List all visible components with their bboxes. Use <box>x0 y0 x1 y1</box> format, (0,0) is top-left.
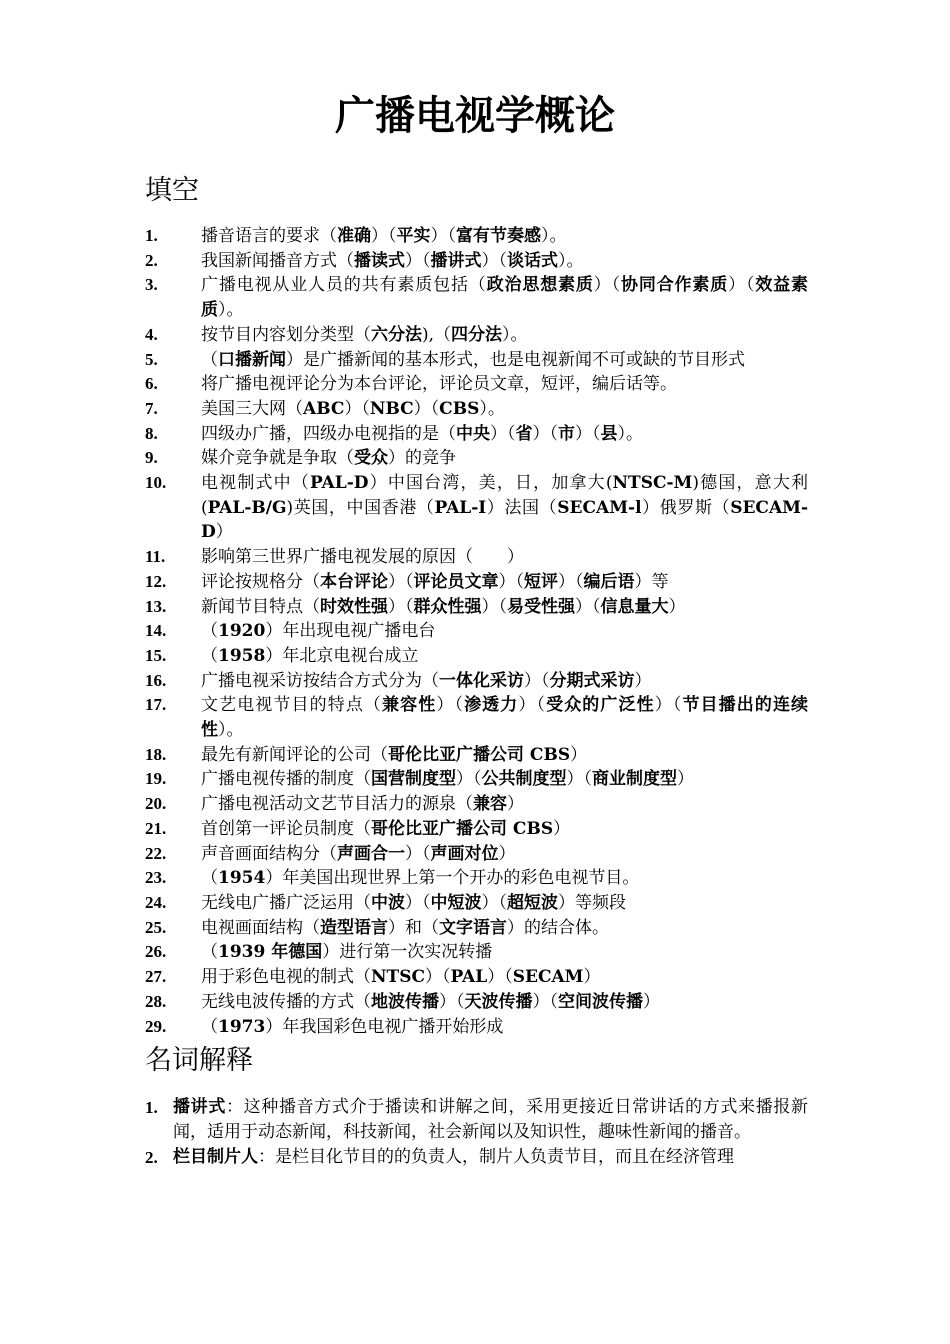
question-text: （ <box>201 868 218 889</box>
question-text: ）（ <box>593 275 621 296</box>
section-heading-terms: 名词解释 <box>145 1045 253 1076</box>
answer-text: 本台评论 <box>320 571 388 592</box>
answer-text: 省 <box>515 423 533 444</box>
item-text <box>201 446 808 471</box>
question-text: 美国三大网（ <box>201 398 303 419</box>
fill-item <box>145 842 808 867</box>
item-text <box>201 273 808 322</box>
question-text: ）（ <box>566 769 592 790</box>
term-definition-list <box>145 1095 808 1170</box>
answer-text: 哥伦比亚广播公司 CBS <box>371 818 554 839</box>
question-text: ） <box>677 769 694 790</box>
item-text <box>201 471 808 545</box>
item-text <box>201 891 808 916</box>
item-number: 24. <box>145 892 167 912</box>
question-text: ）（ <box>456 769 482 790</box>
question-text: ） <box>215 522 233 543</box>
answer-text: 受众的广泛性 <box>546 695 655 716</box>
fill-item <box>145 323 808 348</box>
question-text: 广播电视采访按结合方式分为（ <box>201 670 439 691</box>
question-text: ） <box>583 967 601 988</box>
question-text: ）法国（ <box>486 497 558 518</box>
answer-text: 协同合作素质 <box>621 275 729 296</box>
item-text <box>201 940 808 965</box>
question-text: ）（ <box>405 892 431 913</box>
question-text: ） <box>553 818 571 839</box>
item-text <box>201 545 808 570</box>
fill-item <box>145 273 808 322</box>
answer-text: CBS <box>439 398 480 419</box>
answer-text: 中波 <box>371 892 405 913</box>
question-text: ） <box>570 744 588 765</box>
section-heading-fill-in: 填空 <box>145 175 199 206</box>
question-text: 首创第一评论员制度（ <box>201 818 371 839</box>
answer-text: 公共制度型 <box>481 769 567 790</box>
question-text: 将广播电视评论分为本台评论，评论员文章，短评，编后话等。 <box>201 374 677 395</box>
question-text: ）年美国出现世界上第一个开办的彩色电视节目。 <box>265 868 640 889</box>
answer-text: 易受性强 <box>507 596 575 617</box>
fill-item <box>145 348 808 373</box>
answer-text: 节目播出的连续性 <box>201 695 809 741</box>
answer-text: 兼容 <box>473 794 507 815</box>
answer-text: 1939 年德国 <box>218 942 323 963</box>
item-text <box>201 866 808 891</box>
question-text: 广播电视从业人员的共有素质包括（ <box>201 275 487 296</box>
answer-text: 富有节奏感 <box>456 226 541 246</box>
question-text: ）（ <box>436 695 465 716</box>
answer-text: 造型语言 <box>320 917 388 938</box>
question-text: ）等频段 <box>558 892 626 913</box>
item-number: 21. <box>145 818 167 838</box>
question-text: )英国，中国香港（ <box>286 497 435 518</box>
item-number: 5. <box>145 349 158 369</box>
term-name: 栏目制片人 <box>173 1147 258 1167</box>
item-number: 4. <box>145 324 158 344</box>
question-text: ）中国台湾，美，日，加拿大( <box>368 473 613 494</box>
item-text <box>201 323 808 348</box>
answer-text: SECAM-l <box>557 497 642 518</box>
question-text: ）年出现电视广播电台 <box>265 621 436 642</box>
question-text: 按节目内容划分类型（ <box>201 324 371 345</box>
answer-text: PAL-D <box>310 473 369 494</box>
item-number: 18. <box>145 744 167 764</box>
question-text: ）。 <box>218 720 244 741</box>
item-number: 27. <box>145 967 167 987</box>
answer-text: NBC <box>369 398 414 419</box>
question-text: ）。 <box>558 250 584 271</box>
answer-text: PAL <box>450 967 488 988</box>
fill-item <box>145 940 808 965</box>
question-text: ）是广播新闻的基本形式，也是电视新闻不可或缺的节目形式 <box>286 349 745 370</box>
item-number: 8. <box>145 423 158 443</box>
answer-text: SECAM <box>512 967 584 988</box>
question-text: ）（ <box>524 670 550 691</box>
fill-item <box>145 916 808 941</box>
question-text: ）（ <box>518 695 547 716</box>
question-text: )德国，意大利( <box>201 473 809 518</box>
answer-text: 四分法 <box>451 324 503 345</box>
answer-text: 准确 <box>337 226 371 246</box>
item-number: 9. <box>145 448 158 468</box>
question-text: ）（ <box>498 571 524 592</box>
answer-text: 1958 <box>218 645 266 666</box>
question-text: ）（ <box>430 226 456 246</box>
item-text <box>201 965 808 990</box>
answer-text: 中央 <box>456 423 490 444</box>
fill-item <box>145 224 808 249</box>
answer-text: 评论员文章 <box>413 571 499 592</box>
answer-text: PAL-B/G <box>207 497 287 518</box>
answer-text: 六分法 <box>371 324 422 345</box>
item-number: 16. <box>145 670 167 690</box>
term-text <box>173 1095 808 1145</box>
item-number: 29. <box>145 1016 167 1036</box>
question-text: （ <box>201 349 218 370</box>
question-text: 评论按规格分（ <box>201 571 320 592</box>
question-text: ）（ <box>481 892 507 913</box>
answer-text: 中短波 <box>430 892 482 913</box>
item-text <box>201 693 808 742</box>
question-text: ）。 <box>479 398 505 419</box>
answer-text: NTSC <box>371 967 425 988</box>
answer-text: 声画对位 <box>430 843 499 864</box>
item-text <box>201 397 808 422</box>
question-text: ） <box>643 991 660 1012</box>
item-text <box>201 767 808 792</box>
answer-text: 效益素质 <box>201 275 809 321</box>
fill-item <box>145 965 808 990</box>
question-text: ）等 <box>634 571 669 592</box>
question-text: ）年我国彩色电视广播开始形成 <box>265 1016 504 1037</box>
question-text: ）（ <box>405 250 431 271</box>
answer-text: 1954 <box>218 868 266 889</box>
question-text: 声音画面结构分（ <box>201 843 337 864</box>
answer-text: 空间波传播 <box>558 991 643 1012</box>
answer-text: 文字语言 <box>439 917 507 938</box>
item-number: 13. <box>145 596 167 616</box>
item-number: 1. <box>145 1098 158 1117</box>
answer-text: 国营制度型 <box>371 769 456 790</box>
term-item <box>145 1095 808 1145</box>
answer-text: 编后语 <box>583 571 635 592</box>
question-text: 无线电广播广泛运用（ <box>201 892 371 913</box>
item-number: 15. <box>145 645 167 665</box>
answer-text: 口播新闻 <box>218 349 286 370</box>
answer-text: 1920 <box>218 621 266 642</box>
item-text <box>201 669 808 694</box>
item-number: 20. <box>145 794 167 814</box>
question-text: ）（ <box>388 596 414 617</box>
fill-item <box>145 990 808 1015</box>
fill-item <box>145 817 808 842</box>
answer-text: 信息量大 <box>600 596 669 617</box>
item-text <box>201 422 808 447</box>
fill-item <box>145 669 808 694</box>
item-number: 14. <box>145 621 167 641</box>
answer-text: 县 <box>600 423 618 444</box>
question-text: 播音语言的要求（ <box>201 226 337 246</box>
item-number: 10. <box>145 473 167 493</box>
term-definition: ：这种播音方式介于播读和讲解之间，采用更接近日常讲话的方式来播报新闻，适用于动态新闻，科技新闻，社会新闻以及知识性，趣味性新闻的播音。 <box>173 1097 809 1142</box>
item-text <box>201 644 808 669</box>
question-text: ）和（ <box>388 917 439 938</box>
fill-item <box>145 372 808 397</box>
answer-text: 兼容性 <box>382 695 437 716</box>
question-text: ） <box>498 843 516 864</box>
item-text <box>201 842 808 867</box>
fill-item <box>145 644 808 669</box>
answer-text: 时效性强 <box>320 596 388 617</box>
item-text <box>201 817 808 842</box>
question-text: 电视画面结构（ <box>201 917 320 938</box>
question-text: 用于彩色电视的制式（ <box>201 967 371 988</box>
item-number: 22. <box>145 843 167 863</box>
answer-text: 一体化采访 <box>439 670 524 691</box>
question-text: ）的竞争 <box>388 448 456 469</box>
answer-text: 分期式采访 <box>549 670 635 691</box>
item-text <box>201 743 808 768</box>
answer-text: 平实 <box>396 226 431 246</box>
item-text <box>201 792 808 817</box>
fill-item <box>145 545 808 570</box>
question-text: 四级办广播，四级办电视指的是（ <box>201 423 456 444</box>
answer-text: 市 <box>558 423 575 444</box>
answer-text: 渗透力 <box>464 695 519 716</box>
question-text: （ <box>201 942 218 963</box>
fill-item <box>145 570 808 595</box>
question-text: ）（ <box>575 423 601 444</box>
question-text: 我国新闻播音方式（ <box>201 250 354 271</box>
item-number: 23. <box>145 868 167 888</box>
question-text: 文艺电视节目的特点（ <box>201 695 383 716</box>
question-text: ）（ <box>388 571 414 592</box>
fill-item <box>145 743 808 768</box>
question-text: ）。 <box>617 423 643 444</box>
fill-item <box>145 866 808 891</box>
answer-text: 谈话式 <box>507 250 558 271</box>
item-text <box>201 595 808 620</box>
term-definition: ：是栏目化节目的的负责人，制片人负责节目，而且在经济管理 <box>258 1147 734 1167</box>
question-text: ）（ <box>487 967 513 988</box>
answer-text: 天波传播 <box>464 991 533 1012</box>
item-text <box>201 619 808 644</box>
answer-text: ABC <box>303 398 345 419</box>
question-text: 电视制式中（ <box>201 473 311 494</box>
answer-text: 超短波 <box>507 892 558 913</box>
question-text: ）（ <box>371 226 397 246</box>
item-number: 6. <box>145 374 158 394</box>
fill-item <box>145 619 808 644</box>
item-text <box>201 348 808 373</box>
item-number: 1. <box>145 226 158 245</box>
question-text: 最先有新闻评论的公司（ <box>201 744 388 765</box>
answer-text: 商业制度型 <box>592 769 677 790</box>
term-text <box>173 1145 808 1170</box>
question-text: ）（ <box>490 423 516 444</box>
fill-item <box>145 471 808 545</box>
question-text: （ <box>201 621 218 642</box>
answer-text: 哥伦比亚广播公司 CBS <box>388 744 571 765</box>
document-title: 广播电视学概论 <box>335 93 615 139</box>
fill-item <box>145 1015 808 1040</box>
question-text: ）进行第一次实况转播 <box>322 942 493 963</box>
question-text: ）（ <box>413 398 440 419</box>
fill-item <box>145 595 808 620</box>
answer-text: 声画合一 <box>337 843 405 864</box>
item-text <box>201 372 808 397</box>
question-text: ）（ <box>575 596 601 617</box>
item-number: 28. <box>145 991 167 1011</box>
item-number: 11. <box>145 547 166 567</box>
term-name: 播讲式 <box>173 1097 226 1117</box>
answer-text: 政治思想素质 <box>486 275 594 296</box>
item-text <box>201 1015 808 1040</box>
question-text: ）（ <box>481 250 507 271</box>
question-text: ）（ <box>481 596 507 617</box>
answer-text: 播读式 <box>354 250 405 271</box>
question-text: 媒介竞争就是争取（ <box>201 448 354 469</box>
item-number: 3. <box>145 275 158 295</box>
item-text <box>201 990 808 1015</box>
question-text: ）（ <box>654 695 683 716</box>
question-text: ）。 <box>218 300 244 321</box>
question-text: 广播电视活动文艺节目活力的源泉（ <box>201 794 473 815</box>
item-number: 26. <box>145 942 167 962</box>
fill-item <box>145 422 808 447</box>
item-number: 2. <box>145 1148 158 1167</box>
question-text: ） <box>668 596 686 617</box>
question-text: 无线电波传播的方式（ <box>201 991 371 1012</box>
item-number: 12. <box>145 571 167 591</box>
question-text: ）（ <box>532 423 558 444</box>
item-number: 17. <box>145 695 167 715</box>
item-text <box>201 249 808 274</box>
question-text: ）年北京电视台成立 <box>265 645 419 666</box>
answer-text: NTSC-M <box>612 473 693 494</box>
question-text: ),（ <box>422 324 452 345</box>
question-text: ）。 <box>502 324 528 345</box>
question-text: ）。 <box>541 226 567 246</box>
item-number: 2. <box>145 250 158 270</box>
item-number: 25. <box>145 917 167 937</box>
answer-text: SECAM-D <box>201 497 809 543</box>
question-text: （ <box>201 1016 218 1037</box>
term-item <box>145 1145 808 1170</box>
item-text <box>201 224 808 249</box>
question-text: 广播电视传播的制度（ <box>201 769 371 790</box>
answer-text: 短评 <box>524 571 558 592</box>
question-text: ）（ <box>425 967 451 988</box>
question-text: ）（ <box>439 991 465 1012</box>
answer-text: 受众 <box>354 448 388 469</box>
fill-in-list <box>145 224 808 1039</box>
question-text: ） <box>634 670 652 691</box>
answer-text: PAL-I <box>434 497 487 518</box>
fill-item <box>145 891 808 916</box>
question-text: 影响第三世界广播电视发展的原因（ ） <box>201 547 524 568</box>
fill-item <box>145 767 808 792</box>
answer-text: 群众性强 <box>413 596 482 617</box>
fill-item <box>145 397 808 422</box>
question-text: ）（ <box>728 275 756 296</box>
question-text: 新闻节目特点（ <box>201 596 320 617</box>
fill-item <box>145 792 808 817</box>
item-text <box>201 570 808 595</box>
answer-text: 地波传播 <box>371 991 439 1012</box>
item-number: 7. <box>145 398 158 418</box>
answer-text: 1973 <box>218 1016 266 1037</box>
fill-item <box>145 249 808 274</box>
item-text <box>201 916 808 941</box>
fill-item <box>145 446 808 471</box>
question-text: ）（ <box>532 991 558 1012</box>
question-text: ）（ <box>344 398 370 419</box>
answer-text: 播讲式 <box>430 250 482 271</box>
question-text: ）（ <box>558 571 584 592</box>
question-text: ）（ <box>405 843 431 864</box>
question-text: ） <box>507 794 524 815</box>
question-text: ）的结合体。 <box>507 917 609 938</box>
question-text: ）俄罗斯（ <box>641 497 731 518</box>
item-number: 19. <box>145 769 167 789</box>
fill-item <box>145 693 808 742</box>
question-text: （ <box>201 645 218 666</box>
